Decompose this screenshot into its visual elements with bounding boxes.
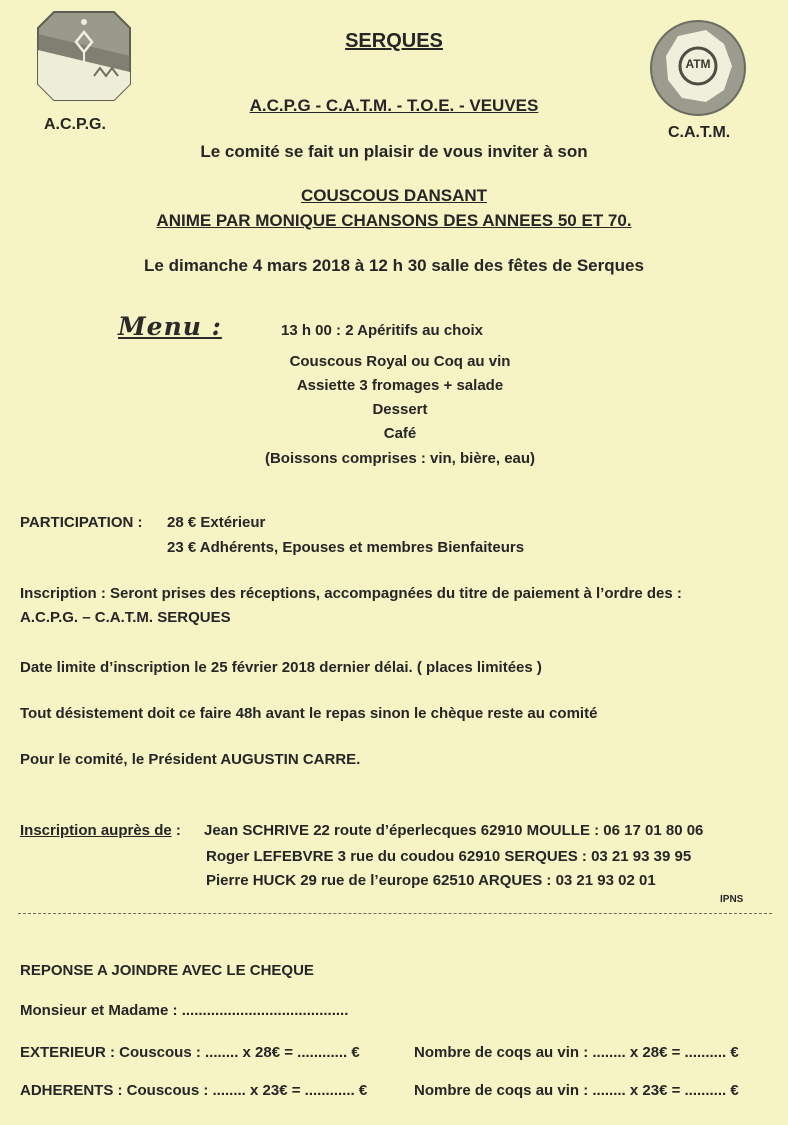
menu-item: Couscous Royal ou Coq au vin: [289, 353, 511, 370]
participation-exterior: 28 € Extérieur: [167, 514, 266, 531]
acpg-emblem-icon: [28, 10, 140, 102]
page-title: SERQUES: [345, 30, 443, 52]
event-date: Le dimanche 4 mars 2018 à 12 h 30 salle des fêtes de Serques: [144, 256, 644, 275]
event-title: COUSCOUS DANSANT: [300, 186, 488, 205]
reply-title: REPONSE A JOINDRE AVEC LE CHEQUE: [20, 962, 314, 979]
deadline-note: Date limite d’inscription le 25 février 2018 dernier délai. ( places limitées ): [20, 659, 542, 676]
reply-name-field[interactable]: Monsieur et Madame : ........................................: [20, 1002, 349, 1019]
menu-item: Dessert: [372, 401, 428, 418]
menu-aperitif: 13 h 00 : 2 Apéritifs au choix: [281, 322, 484, 339]
contacts-label: Inscription auprès de: [20, 822, 172, 839]
inscription-note: Inscription : Seront prises des réceptions, accompagnées du titre de paiement à l’ordre des :: [20, 585, 682, 602]
menu-item: Assiette 3 fromages + salade: [296, 377, 504, 394]
reply-exterior-coqs[interactable]: Nombre de coqs au vin : ........ x 28€ = .......... €: [414, 1044, 739, 1061]
contact-line: Pierre HUCK 29 rue de l’europe 62510 ARQUES : 03 21 93 02 01: [206, 872, 656, 889]
participation-members: 23 € Adhérents, Epouses et membres Bienfaiteurs: [167, 539, 525, 556]
acpg-logo: [28, 10, 140, 102]
menu-item: Café: [383, 425, 417, 442]
acpg-label: A.C.P.G.: [44, 116, 106, 133]
reply-members-couscous[interactable]: ADHERENTS : Couscous : ........ x 23€ = ............ €: [20, 1082, 368, 1099]
catm-label: C.A.T.M.: [668, 124, 731, 141]
associations-line: A.C.P.G - C.A.T.M. - T.O.E. - VEUVES: [249, 96, 539, 115]
reply-exterior-couscous[interactable]: EXTERIEUR : Couscous : ........ x 28€ = ............ €: [20, 1044, 360, 1061]
menu-item-drinks: (Boissons comprises : vin, bière, eau): [264, 450, 536, 467]
cut-line-divider: [18, 913, 772, 914]
contact-line: Jean SCHRIVE 22 route d’éperlecques 62910 MOULLE : 06 17 01 80 06: [204, 822, 704, 839]
president-note: Pour le comité, le Président AUGUSTIN CARRE.: [20, 751, 361, 768]
inscription-order: A.C.P.G. – C.A.T.M. SERQUES: [20, 609, 231, 626]
catm-logo-text: ATM: [685, 57, 711, 71]
contact-line: Roger LEFEBVRE 3 rue du coudou 62910 SERQUES : 03 21 93 39 95: [206, 848, 692, 865]
contacts-heading: [20, 822, 185, 839]
invite-line: Le comité se fait un plaisir de vous inviter à son: [200, 142, 588, 161]
participation-label: PARTICIPATION :: [20, 514, 143, 531]
menu-label: Menu :: [118, 312, 222, 341]
ipns-mark: IPNS: [720, 894, 744, 905]
reply-members-coqs[interactable]: Nombre de coqs au vin : ........ x 23€ = .......... €: [414, 1082, 739, 1099]
withdrawal-note: Tout désistement doit ce faire 48h avant le repas sinon le chèque reste au comité: [20, 705, 598, 722]
contacts-sep: :: [171, 822, 186, 839]
event-subtitle: ANIME PAR MONIQUE CHANSONS DES ANNEES 50 ET 70.: [156, 211, 632, 230]
